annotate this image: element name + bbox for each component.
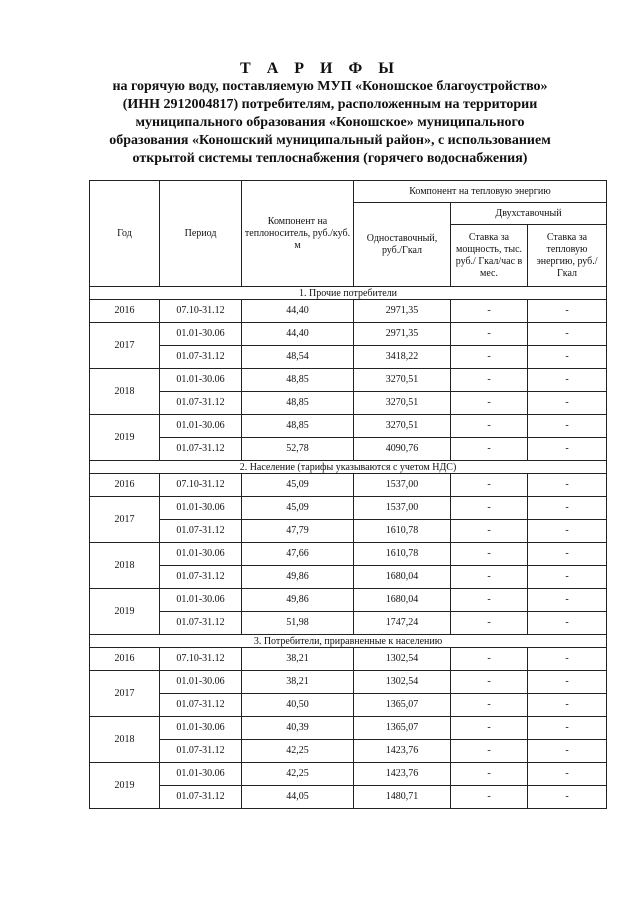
carrier-cell: 47,66: [242, 543, 354, 566]
table-row: [90, 671, 607, 694]
single-rate-cell: 3270,51: [354, 415, 451, 438]
energy-rate-cell: -: [528, 415, 607, 438]
period-cell: 01.07-31.12: [160, 612, 242, 635]
energy-rate-cell: -: [528, 589, 607, 612]
single-rate-cell: 1302,54: [354, 648, 451, 671]
single-rate-cell: 1680,04: [354, 589, 451, 612]
table-row: [90, 648, 607, 671]
capacity-rate-cell: -: [451, 543, 528, 566]
table-row: [90, 694, 607, 717]
single-rate-cell: 1423,76: [354, 763, 451, 786]
table-body: [90, 287, 607, 809]
carrier-cell: 48,54: [242, 346, 354, 369]
energy-rate-cell: -: [528, 392, 607, 415]
year-cell: 2018: [90, 543, 160, 589]
energy-rate-cell: -: [528, 763, 607, 786]
energy-rate-cell: -: [528, 740, 607, 763]
table-row: [90, 438, 607, 461]
table-row: [90, 543, 607, 566]
table-row: [90, 474, 607, 497]
energy-rate-cell: -: [528, 520, 607, 543]
energy-rate-cell: -: [528, 543, 607, 566]
capacity-rate-cell: -: [451, 589, 528, 612]
table-row: [90, 717, 607, 740]
carrier-cell: 49,86: [242, 589, 354, 612]
section-title: 1. Прочие потребители: [90, 287, 607, 300]
table-row: [90, 346, 607, 369]
table-row: [90, 392, 607, 415]
carrier-cell: 47,79: [242, 520, 354, 543]
table-row: [90, 786, 607, 809]
capacity-rate-cell: -: [451, 612, 528, 635]
carrier-cell: 42,25: [242, 740, 354, 763]
capacity-rate-cell: -: [451, 694, 528, 717]
table-header: [90, 181, 607, 287]
single-rate-cell: 1480,71: [354, 786, 451, 809]
single-rate-cell: 3270,51: [354, 369, 451, 392]
period-cell: 01.01-30.06: [160, 717, 242, 740]
table-row: [90, 369, 607, 392]
carrier-cell: 49,86: [242, 566, 354, 589]
energy-rate-cell: -: [528, 566, 607, 589]
capacity-rate-cell: -: [451, 740, 528, 763]
table-row: [90, 497, 607, 520]
energy-rate-cell: -: [528, 671, 607, 694]
period-cell: 01.01-30.06: [160, 671, 242, 694]
table-row: [90, 415, 607, 438]
capacity-rate-cell: -: [451, 474, 528, 497]
header-energy-rate: Ставка за тепловую энергию, руб./Гкал: [528, 225, 607, 287]
table-row: [90, 589, 607, 612]
year-cell: 2017: [90, 323, 160, 369]
year-cell: 2016: [90, 648, 160, 671]
carrier-cell: 48,85: [242, 369, 354, 392]
carrier-cell: 48,85: [242, 415, 354, 438]
carrier-cell: 40,39: [242, 717, 354, 740]
year-cell: 2017: [90, 497, 160, 543]
energy-rate-cell: -: [528, 346, 607, 369]
section-title: 3. Потребители, приравненные к населению: [90, 635, 607, 648]
header-energy: Компонент на тепловую энергию: [354, 181, 607, 203]
single-rate-cell: 4090,76: [354, 438, 451, 461]
period-cell: 01.01-30.06: [160, 323, 242, 346]
period-cell: 01.01-30.06: [160, 415, 242, 438]
period-cell: 07.10-31.12: [160, 648, 242, 671]
carrier-cell: 38,21: [242, 648, 354, 671]
period-cell: 01.01-30.06: [160, 369, 242, 392]
capacity-rate-cell: -: [451, 369, 528, 392]
tariff-table: [89, 180, 607, 809]
period-cell: 07.10-31.12: [160, 474, 242, 497]
period-cell: 01.01-30.06: [160, 543, 242, 566]
subtitle-line: образования «Коношский муниципальный район», с использованием: [109, 133, 551, 148]
carrier-cell: 52,78: [242, 438, 354, 461]
capacity-rate-cell: -: [451, 566, 528, 589]
subtitle-line: на горячую воду, поставляемую МУП «Коношское благоустройство»: [112, 79, 548, 94]
section-row: [90, 287, 607, 300]
header-period: Период: [160, 181, 242, 287]
single-rate-cell: 2971,35: [354, 323, 451, 346]
single-rate-cell: 1610,78: [354, 520, 451, 543]
single-rate-cell: 1537,00: [354, 497, 451, 520]
header-year: Год: [90, 181, 160, 287]
year-cell: 2019: [90, 415, 160, 461]
single-rate-cell: 1365,07: [354, 717, 451, 740]
subtitle-line: муниципального образования «Коношское» муниципального: [135, 115, 525, 130]
table-row: [90, 323, 607, 346]
single-rate-cell: 3418,22: [354, 346, 451, 369]
section-row: [90, 635, 607, 648]
subtitle-line: открытой системы теплоснабжения (горячего водоснабжения): [132, 151, 528, 166]
period-cell: 01.07-31.12: [160, 740, 242, 763]
year-cell: 2018: [90, 717, 160, 763]
energy-rate-cell: -: [528, 438, 607, 461]
single-rate-cell: 2971,35: [354, 300, 451, 323]
period-cell: 01.01-30.06: [160, 763, 242, 786]
energy-rate-cell: -: [528, 474, 607, 497]
energy-rate-cell: -: [528, 717, 607, 740]
header-carrier: Компонент на теплоноситель, руб./куб. м: [242, 181, 354, 287]
energy-rate-cell: -: [528, 369, 607, 392]
capacity-rate-cell: -: [451, 415, 528, 438]
capacity-rate-cell: -: [451, 671, 528, 694]
capacity-rate-cell: -: [451, 300, 528, 323]
carrier-cell: 48,85: [242, 392, 354, 415]
table-row: [90, 612, 607, 635]
capacity-rate-cell: -: [451, 648, 528, 671]
section-title: 2. Население (тарифы указываются с учетом НДС): [90, 461, 607, 474]
single-rate-cell: 1537,00: [354, 474, 451, 497]
table-row: [90, 763, 607, 786]
energy-rate-cell: -: [528, 300, 607, 323]
period-cell: 01.07-31.12: [160, 438, 242, 461]
document-title: Т А Р И Ф Ы: [240, 60, 400, 77]
capacity-rate-cell: -: [451, 497, 528, 520]
capacity-rate-cell: -: [451, 763, 528, 786]
header-two-rate: Двухставочный: [451, 203, 607, 225]
period-cell: 01.07-31.12: [160, 694, 242, 717]
subtitle-line: (ИНН 2912004817) потребителям, расположенным на территории: [122, 97, 538, 112]
capacity-rate-cell: -: [451, 438, 528, 461]
carrier-cell: 45,09: [242, 474, 354, 497]
period-cell: 01.07-31.12: [160, 346, 242, 369]
year-cell: 2019: [90, 589, 160, 635]
year-cell: 2016: [90, 300, 160, 323]
period-cell: 01.01-30.06: [160, 497, 242, 520]
single-rate-cell: 1365,07: [354, 694, 451, 717]
period-cell: 01.07-31.12: [160, 392, 242, 415]
carrier-cell: 44,05: [242, 786, 354, 809]
carrier-cell: 40,50: [242, 694, 354, 717]
year-cell: 2018: [90, 369, 160, 415]
document-subtitle: [80, 78, 580, 168]
table-row: [90, 300, 607, 323]
carrier-cell: 51,98: [242, 612, 354, 635]
header-capacity-rate: Ставка за мощность, тыс. руб./ Гкал/час в мес.: [451, 225, 528, 287]
single-rate-cell: 1610,78: [354, 543, 451, 566]
single-rate-cell: 1423,76: [354, 740, 451, 763]
carrier-cell: 44,40: [242, 300, 354, 323]
year-cell: 2019: [90, 763, 160, 809]
single-rate-cell: 1747,24: [354, 612, 451, 635]
energy-rate-cell: -: [528, 786, 607, 809]
energy-rate-cell: -: [528, 694, 607, 717]
year-cell: 2017: [90, 671, 160, 717]
period-cell: 01.07-31.12: [160, 786, 242, 809]
energy-rate-cell: -: [528, 648, 607, 671]
section-row: [90, 461, 607, 474]
capacity-rate-cell: -: [451, 717, 528, 740]
period-cell: 07.10-31.12: [160, 300, 242, 323]
period-cell: 01.01-30.06: [160, 589, 242, 612]
single-rate-cell: 1302,54: [354, 671, 451, 694]
carrier-cell: 42,25: [242, 763, 354, 786]
period-cell: 01.07-31.12: [160, 520, 242, 543]
carrier-cell: 38,21: [242, 671, 354, 694]
energy-rate-cell: -: [528, 497, 607, 520]
table-row: [90, 566, 607, 589]
carrier-cell: 45,09: [242, 497, 354, 520]
period-cell: 01.07-31.12: [160, 566, 242, 589]
single-rate-cell: 3270,51: [354, 392, 451, 415]
capacity-rate-cell: -: [451, 392, 528, 415]
capacity-rate-cell: -: [451, 786, 528, 809]
capacity-rate-cell: -: [451, 520, 528, 543]
header-single-rate: Одноставочный, руб./Гкал: [354, 203, 451, 287]
year-cell: 2016: [90, 474, 160, 497]
table-row: [90, 740, 607, 763]
capacity-rate-cell: -: [451, 323, 528, 346]
carrier-cell: 44,40: [242, 323, 354, 346]
capacity-rate-cell: -: [451, 346, 528, 369]
energy-rate-cell: -: [528, 612, 607, 635]
energy-rate-cell: -: [528, 323, 607, 346]
single-rate-cell: 1680,04: [354, 566, 451, 589]
table-row: [90, 520, 607, 543]
